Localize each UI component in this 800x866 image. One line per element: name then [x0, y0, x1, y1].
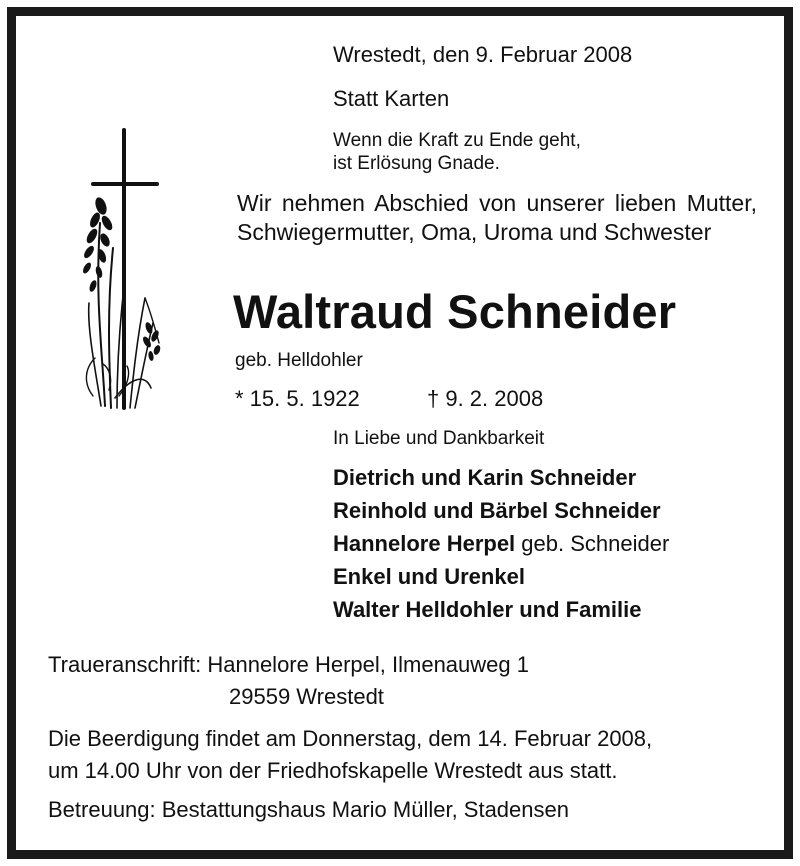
motto-line-1: Wenn die Kraft zu Ende geht, [333, 130, 581, 151]
mourner-line-5: Walter Helldohler und Familie [333, 597, 642, 622]
death-date: † 9. 2. 2008 [427, 386, 544, 411]
mourner-line-3-name: Hannelore Herpel [333, 531, 516, 556]
address-line: Traueranschrift: Hannelore Herpel, Ilmenauweg 1 [48, 652, 529, 677]
place-date: Wrestedt, den 9. Februar 2008 [333, 42, 633, 67]
mourner-line-3 [333, 531, 669, 557]
mourner-line-4: Enkel und Urenkel [333, 564, 525, 589]
mourner-line-3-suffix: geb. Schneider [515, 531, 670, 556]
birth-date: * 15. 5. 1922 [235, 386, 360, 411]
deceased-name: Waltraud Schneider [233, 285, 677, 338]
cross-with-grass-icon [75, 128, 170, 413]
address-city: 29559 Wrestedt [229, 684, 384, 709]
statt-karten: Statt Karten [333, 86, 450, 111]
announcement-text: Wir nehmen Abschied von unserer lieben Mutter, Schwiegermutter, Oma, Uroma und Schwester [237, 190, 757, 245]
mourners-intro: In Liebe und Dankbarkeit [333, 428, 545, 449]
funeral-line-2: um 14.00 Uhr von der Friedhofskapelle Wrestedt aus statt. [48, 758, 618, 783]
funeral-line-1: Die Beerdigung findet am Donnerstag, dem 14. Februar 2008, [48, 726, 653, 751]
mourner-line-2: Reinhold und Bärbel Schneider [333, 498, 661, 523]
care-line: Betreuung: Bestattungshaus Mario Müller, Stadensen [48, 797, 569, 822]
motto-line-2: ist Erlösung Gnade. [333, 153, 500, 174]
maiden-name: geb. Helldohler [235, 350, 363, 371]
mourner-line-1: Dietrich und Karin Schneider [333, 465, 637, 490]
